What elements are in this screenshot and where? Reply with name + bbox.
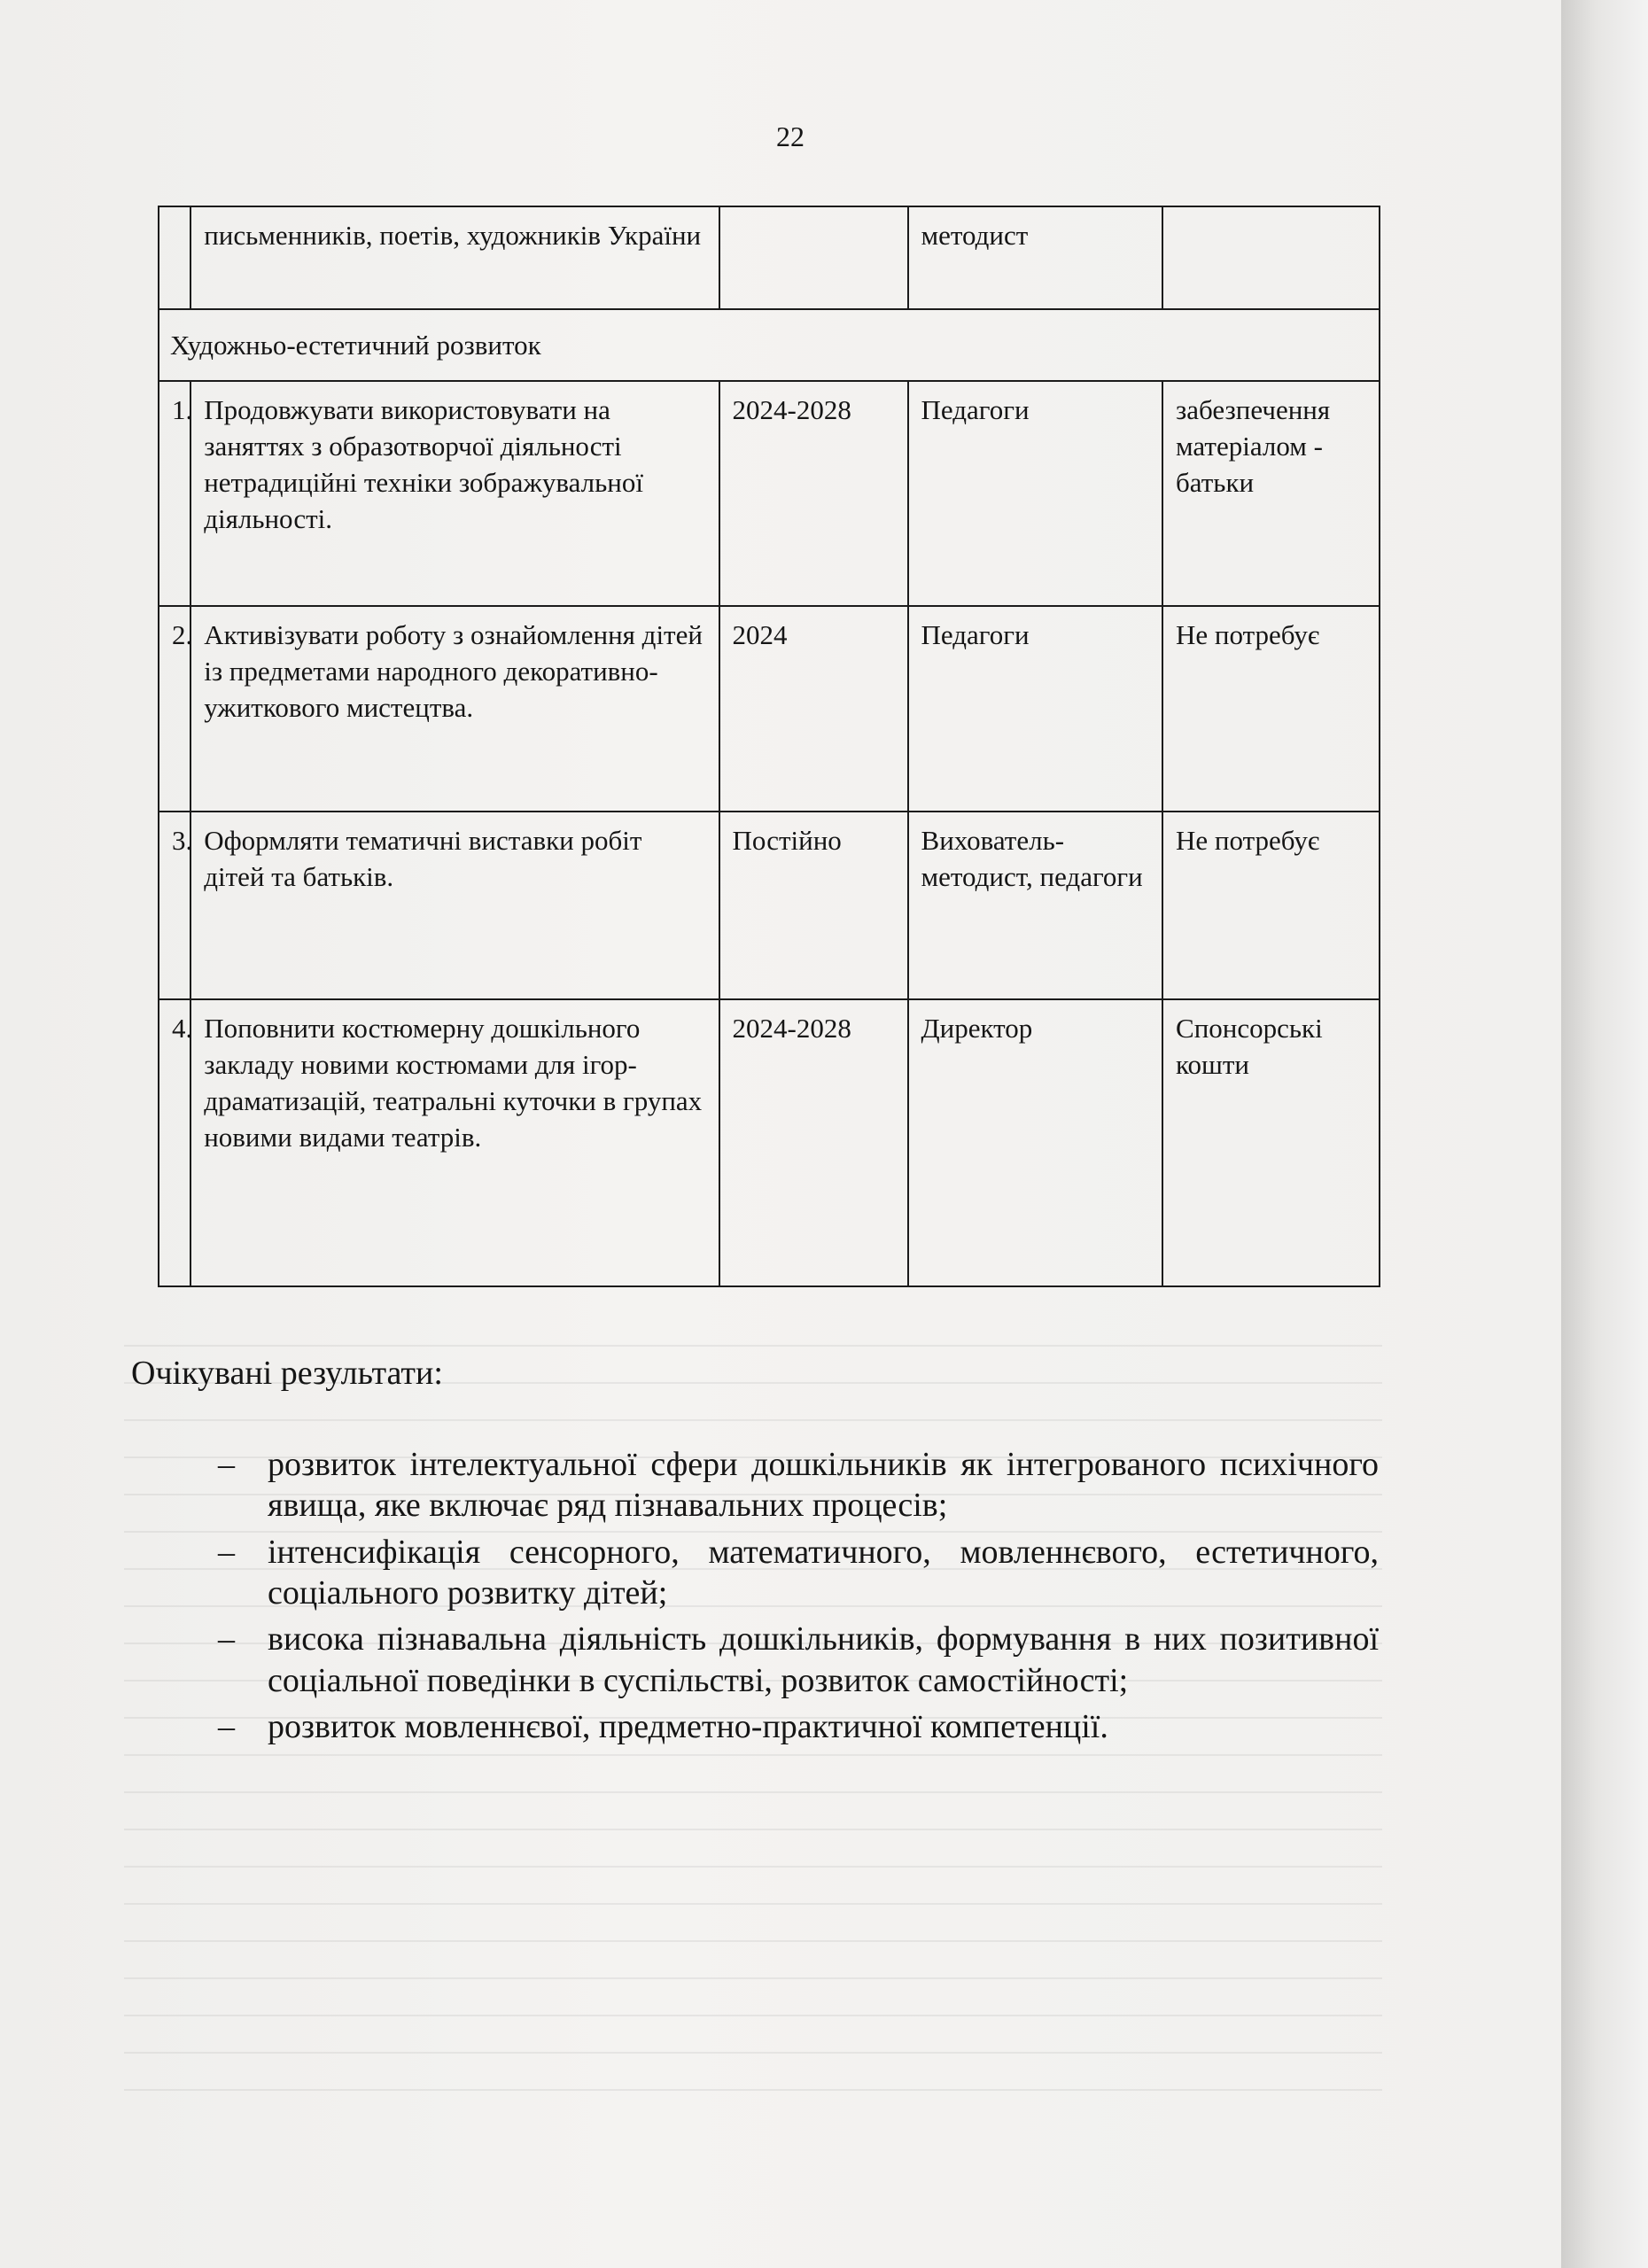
row-term: 2024-2028 (719, 381, 908, 606)
row-executor: Вихователь-методист, педагоги (908, 812, 1163, 999)
row-term: 2024 (719, 606, 908, 812)
table-cell-task: письменників, поетів, художників України (190, 206, 719, 309)
list-item: – інтенсифікація сенсорного, математичного, мовленнєвого, естетичного, соціального розвитку дітей; (268, 1532, 1379, 1614)
row-number: 1. (159, 381, 190, 606)
row-executor: Директор (908, 999, 1163, 1286)
row-task: Оформляти тематичні виставки робіт дітей та батьків. (190, 812, 719, 999)
table-cell-num (159, 206, 190, 309)
table-row (159, 812, 1380, 999)
section-title: Художньо-естетичний розвиток (159, 309, 1380, 381)
table-cell-term (719, 206, 908, 309)
row-funding: Спонсорські кошти (1162, 999, 1380, 1286)
row-number: 3. (159, 812, 190, 999)
row-number: 4. (159, 999, 190, 1286)
action-plan-table (158, 206, 1380, 1287)
row-task: Активізувати роботу з ознайомлення дітей із предметами народного декоративно-ужиткового мистецтва. (190, 606, 719, 812)
list-item: – розвиток інтелектуальної сфери дошкільників як інтегрованого психічного явища, яке включає ряд пізнавальних процесів; (268, 1444, 1379, 1526)
row-term: 2024-2028 (719, 999, 908, 1286)
table-row-continuation (159, 206, 1380, 309)
row-task: Продовжувати використовувати на заняттях з образотворчої діяльності нетрадиційні техніки зображувальної діяльності. (190, 381, 719, 606)
results-list (268, 1444, 1379, 1753)
table-cell-funding (1162, 206, 1380, 309)
row-funding: Не потребує (1162, 606, 1380, 812)
table-section-header (159, 309, 1380, 381)
page-number: 22 (776, 120, 805, 152)
list-item: – розвиток мовленнєвої, предметно-практичної компетенції. (268, 1706, 1379, 1747)
row-funding: Не потребує (1162, 812, 1380, 999)
page-edge (1561, 0, 1648, 2268)
table-row (159, 606, 1380, 812)
table-cell-executor: методист (908, 206, 1163, 309)
table-row (159, 381, 1380, 606)
row-executor: Педагоги (908, 606, 1163, 812)
list-item: – висока пізнавальна діяльність дошкільників, формування в них позитивної соціальної поведінки в суспільстві, розвиток самостійності; (268, 1619, 1379, 1701)
row-task: Поповнити костюмерну дошкільного закладу новими костюмами для ігор-драматизацій, театральні куточки в групах новими видами театрів. (190, 999, 719, 1286)
row-term: Постійно (719, 812, 908, 999)
results-heading: Очікувані результати: (131, 1355, 443, 1392)
row-number: 2. (159, 606, 190, 812)
table-row (159, 999, 1380, 1286)
row-executor: Педагоги (908, 381, 1163, 606)
row-funding: забезпечення матеріалом - батьки (1162, 381, 1380, 606)
